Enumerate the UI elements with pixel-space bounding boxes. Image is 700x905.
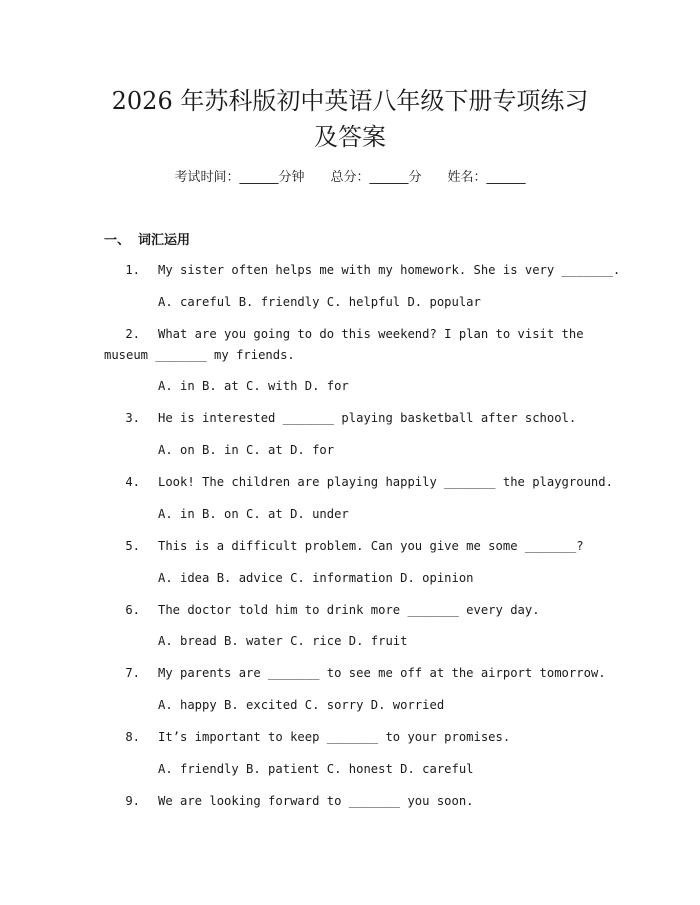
question-text: My sister often helps me with my homework. She is very _______. xyxy=(158,263,621,277)
question-text: The doctor told him to drink more _______ every day. xyxy=(158,603,540,617)
section-number: 一、 xyxy=(104,233,131,248)
question-text: This is a difficult problem. Can you give me some _______? xyxy=(158,539,584,553)
question-options: A. careful B. friendly C. helpful D. popular xyxy=(158,295,481,309)
question-options: A. bread B. water C. rice D. fruit xyxy=(158,634,408,648)
question-number: 2. xyxy=(125,327,140,341)
question-number: 5. xyxy=(125,539,140,553)
question-text: He is interested _______ playing basketball after school. xyxy=(158,411,577,425)
section-title: 词汇运用 xyxy=(138,233,191,248)
question-number: 7. xyxy=(125,666,140,680)
question-number: 9. xyxy=(125,794,140,808)
question-text: What are you going to do this weekend? I plan to visit the xyxy=(158,327,584,341)
document-title-line-1: 2026 年苏科版初中英语八年级下册专项练习 xyxy=(111,87,589,115)
question-options: A. friendly B. patient C. honest D. careful xyxy=(158,762,474,776)
question-number: 8. xyxy=(125,730,140,744)
question-options: A. in B. at C. with D. for xyxy=(158,379,349,393)
question-options: A. on B. in C. at D. for xyxy=(158,443,335,457)
question-text: We are looking forward to _______ you soon. xyxy=(158,794,474,808)
exam-time: 考试时间：______分钟 xyxy=(174,170,305,185)
exam-total-score: 总分：______分 xyxy=(330,170,422,185)
question-options: A. in B. on C. at D. under xyxy=(158,507,349,521)
question-text: Look! The children are playing happily _______ the playground. xyxy=(158,475,613,489)
student-name: 姓名：______ xyxy=(447,170,526,185)
exam-info xyxy=(0,168,700,188)
question-number: 4. xyxy=(125,475,140,489)
question-options: A. happy B. excited C. sorry D. worried xyxy=(158,698,445,712)
question-number: 1. xyxy=(125,263,140,277)
question-text-continued: museum _______ my friends. xyxy=(104,348,295,362)
question-text: It’s important to keep _______ to your promises. xyxy=(158,730,511,744)
question-number: 3. xyxy=(125,411,140,425)
question-number: 6. xyxy=(125,603,140,617)
section-heading xyxy=(104,231,190,251)
question-text: My parents are _______ to see me off at the airport tomorrow. xyxy=(158,666,606,680)
question-options: A. idea B. advice C. information D. opinion xyxy=(158,571,474,585)
document-title-line-2: 及答案 xyxy=(314,123,386,151)
